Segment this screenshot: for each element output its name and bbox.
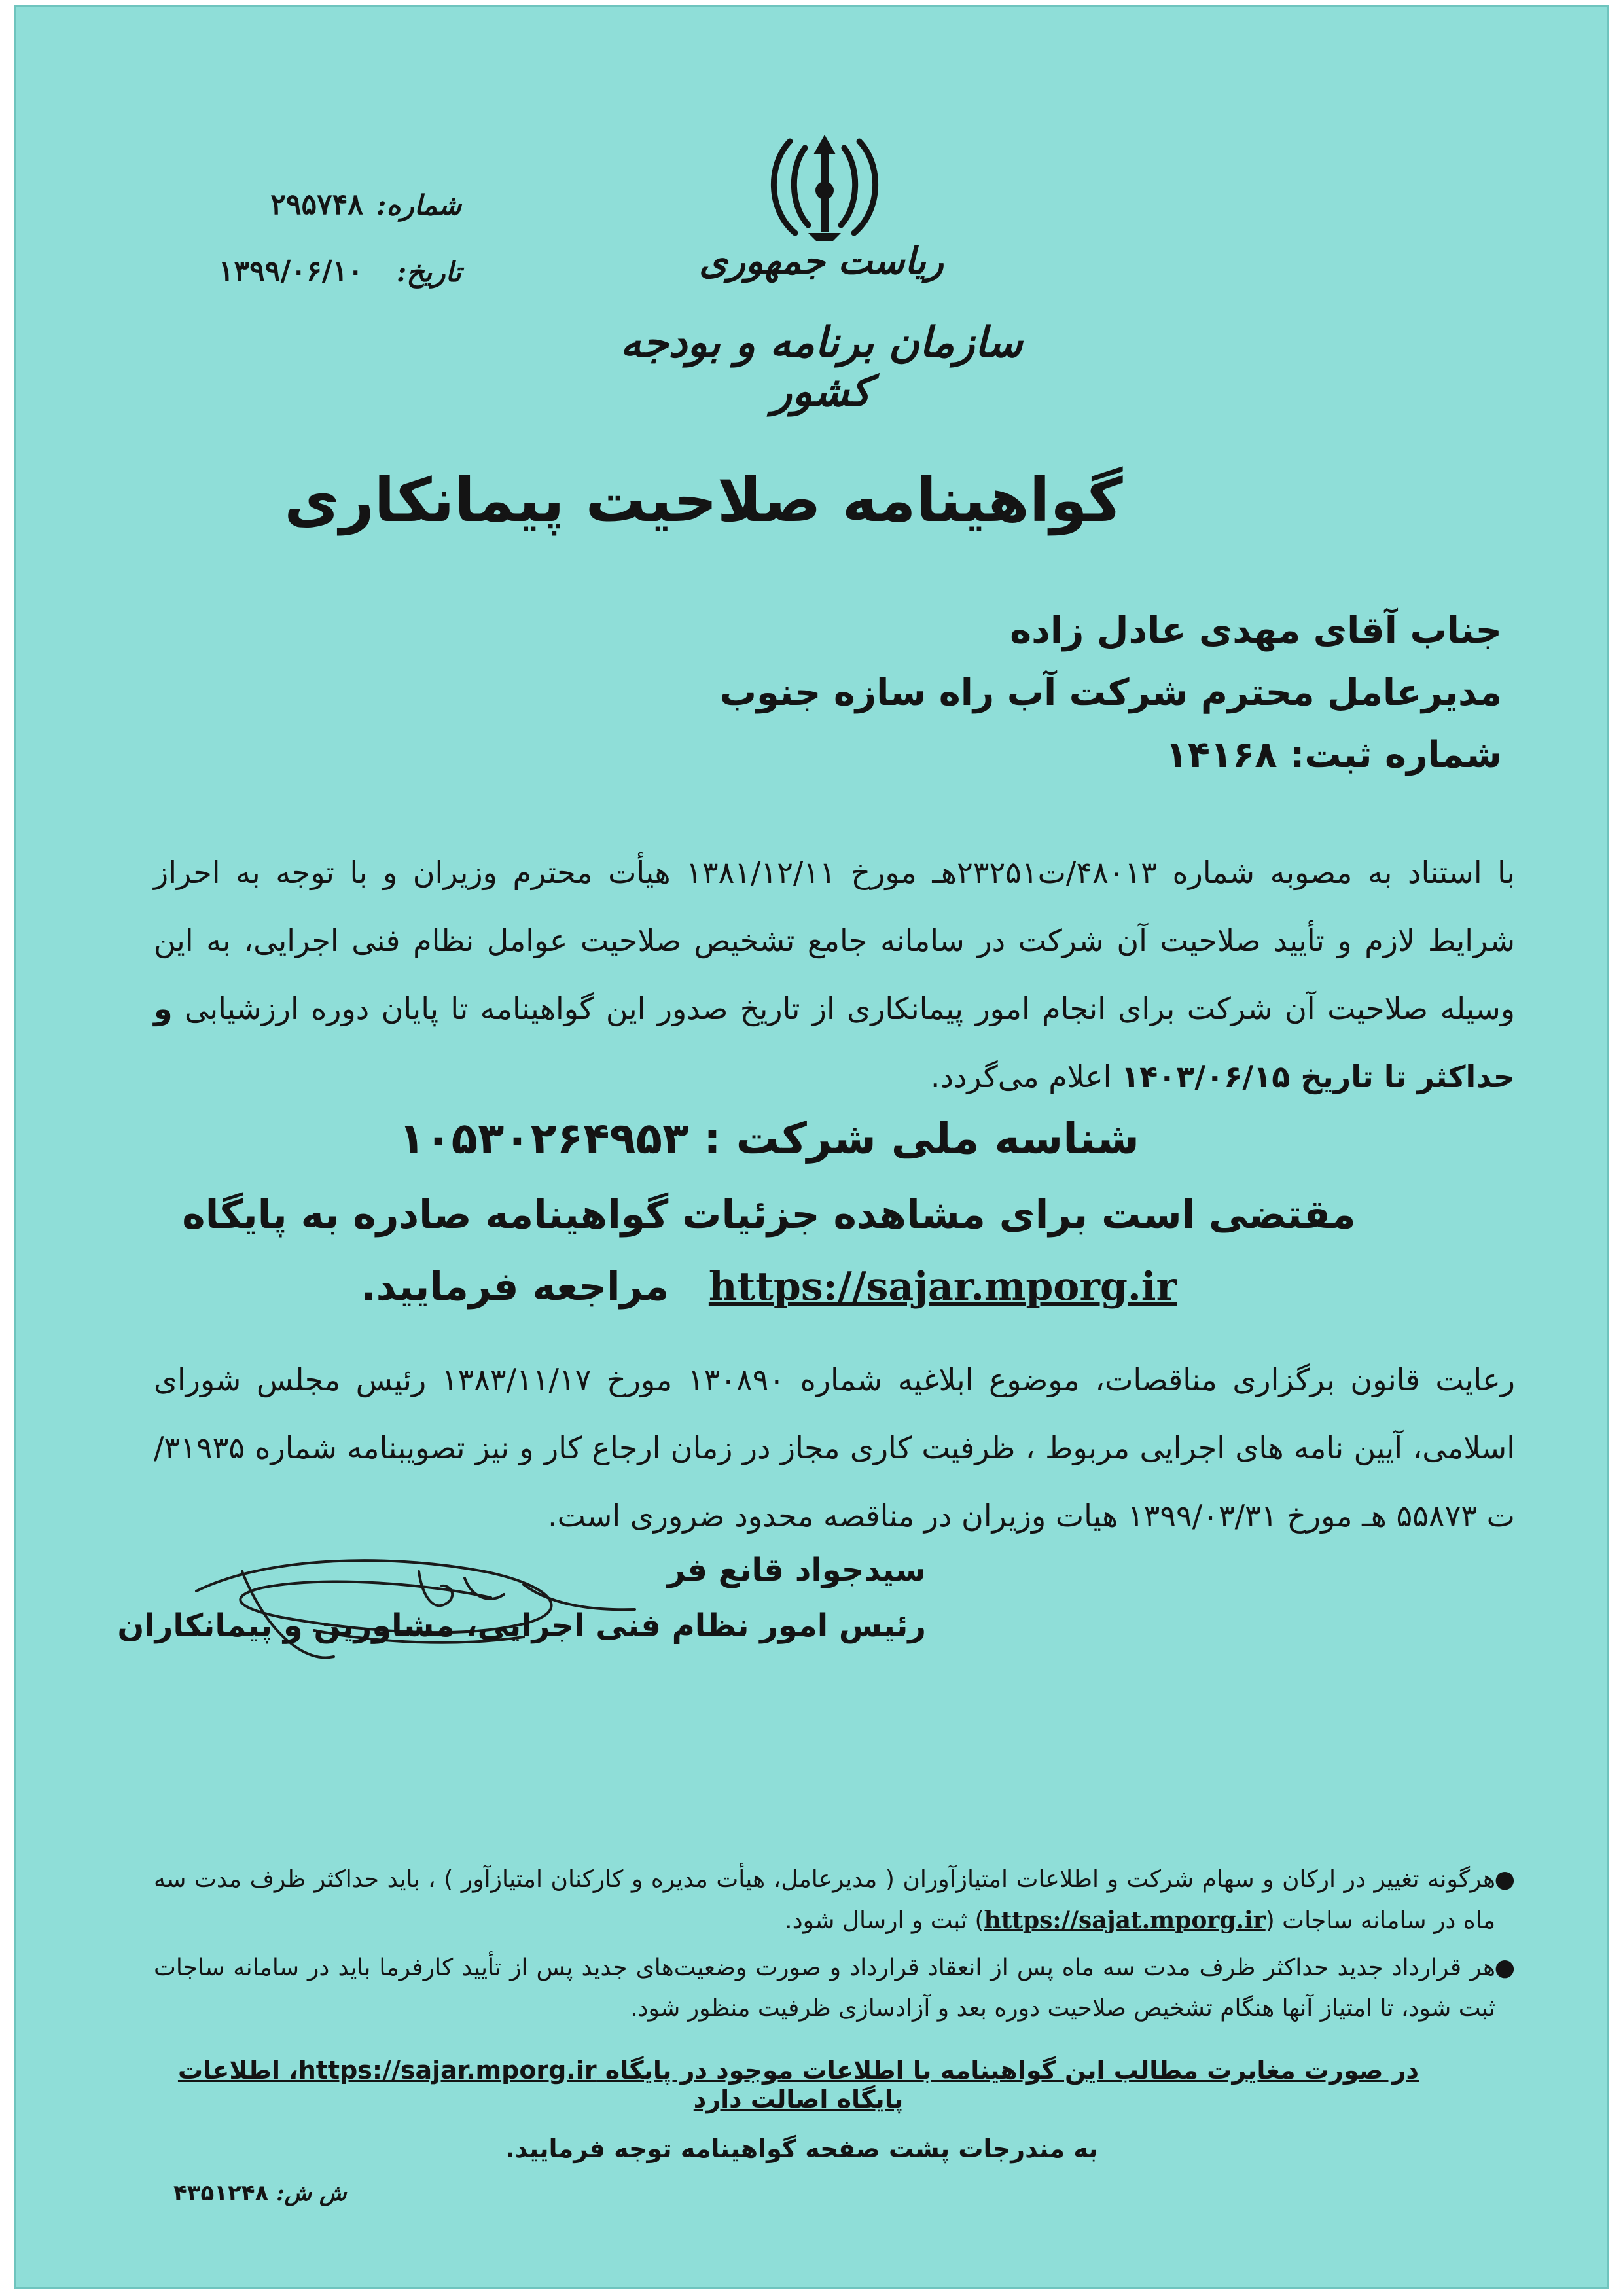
- compliance-paragraph: رعایت قانون برگزاری مناقصات، موضوع ابلاغیه شماره ۱۳۰۸۹۰ مورخ ۱۳۸۳/۱۱/۱۷ رئیس مجلس شورای اسلامی، آیین نامه های اجرایی مربوط ، ظرفیت کاری مجاز در زمان ارجاع کار و نیز تصویبنامه شماره ۳۱۹۳۵/ت ۵۵۸۷۳ هـ مورخ ۱۳۹۹/۰۳/۳۱ هیات وزیران در مناقصه محدود ضروری است.: [154, 1362, 1515, 1534]
- number-label: شماره:: [376, 189, 461, 221]
- date-value: ۱۳۹۹/۰۶/۱۰: [218, 255, 363, 288]
- warning-note: در صورت مغایرت مطالب این گواهینامه با اطلاعات موجود در پایگاه https://sajar.mporg.ir، اطلاعات پایگاه اصالت دارد: [177, 2056, 1419, 2113]
- national-id: شناسه ملی شرکت : ۱۰۵۳۰۲۶۴۹۵۳: [399, 1113, 1139, 1164]
- bullet-1-text-before: هرگونه تغییر در ارکان و سهام شرکت و اطلاعات امتیازآوران ( مدیرعامل، هیأت مدیره و کارکنان امتیازآور ) ، باید حداکثر ظرف مدت سه ماه در سامانه ساجات (: [154, 1866, 1495, 1934]
- certificate-sheet: [14, 5, 1609, 2289]
- bullet-2-text: هر قرارداد جدید حداکثر ظرف مدت سه ماه پس از انعقاد قرارداد و صورت وضعیت‌های جدید پس از تأیید کارفرما باید در سامانه ساجات ثبت شود، تا امتیاز آنها هنگام تشخیص صلاحیت دوره بعد و آزادسازی ظرفیت منظور شود.: [154, 1954, 1495, 2022]
- bullet-1-text-after: ) ثبت و ارسال شود.: [785, 1907, 984, 1934]
- body-paragraph-main: با استناد به مصوبه شماره ۴۸۰۱۳/ت۲۳۲۵۱هـ مورخ ۱۳۸۱/۱۲/۱۱ هیأت محترم وزیران و با توجه به احراز شرایط لازم و تأیید صلاحیت آن شرکت در سامانه جامع تشخیص صلاحیت عوامل نظام فنی اجرایی، به این وسیله صلاحیت آن شرکت برای انجام امور پیمانکاری از تاریخ صدور این گواهینامه تا پایان دوره ارزشیابی: [154, 855, 1516, 1026]
- portal-note-line2: [147, 1264, 1391, 1310]
- organization-line1: ریاست جمهوری: [699, 240, 944, 283]
- serial-label: ش ش:: [276, 2180, 347, 2206]
- addressee-position: مدیرعامل محترم شرکت آب راه سازه جنوب: [719, 672, 1502, 714]
- date-label: تاریخ:: [396, 256, 461, 288]
- signatory-title: رئیس امور نظام فنی اجرایی، مشاورین و پیمانکاران: [117, 1607, 926, 1644]
- bullet-dot-icon: ●: [1494, 1954, 1515, 1981]
- body-paragraph: [154, 838, 1515, 1111]
- body-paragraph-end: اعلام می‌گردد.: [930, 1059, 1122, 1094]
- bullet-dot-icon: ●: [1494, 1866, 1515, 1893]
- bullet-item-1: [154, 1859, 1515, 1941]
- serial-number: [173, 2180, 347, 2206]
- addressee-name: جناب آقای مهدی عادل زاده: [1010, 609, 1502, 652]
- number-value: ۲۹۵۷۴۸: [270, 188, 363, 221]
- bullet-item-2: [154, 1948, 1515, 2029]
- portal-note-end: مراجعه فرمایید.: [361, 1264, 669, 1310]
- validity-date: و حداکثر تا تاریخ ۱۴۰۳/۰۶/۱۵: [154, 991, 1515, 1094]
- iran-emblem-icon: [756, 128, 893, 246]
- serial-value: ۴۳۵۱۲۴۸: [173, 2180, 269, 2206]
- portal-note-line1: مقتضی است برای مشاهده جزئیات گواهینامه صادره به پایگاه: [182, 1192, 1356, 1238]
- page-title: گواهینامه صلاحیت پیمانکاری: [284, 465, 1123, 535]
- list-item: [154, 1948, 1515, 2029]
- list-item: [154, 1859, 1515, 1941]
- signature-scribble: [183, 1532, 654, 1676]
- signatory-name: سیدجواد قانع فر: [667, 1552, 926, 1588]
- sajat-link[interactable]: https://sajat.mporg.ir: [984, 1907, 1266, 1934]
- back-page-note: به مندرجات پشت صفحه گواهینامه توجه فرمایید.: [505, 2134, 1098, 2163]
- registration-number: شماره ثبت: ۱۴۱۶۸: [1165, 734, 1502, 776]
- portal-link[interactable]: https://sajar.mporg.ir: [708, 1264, 1177, 1310]
- organization-line2: سازمان برنامه و بودجه کشور: [620, 318, 1023, 416]
